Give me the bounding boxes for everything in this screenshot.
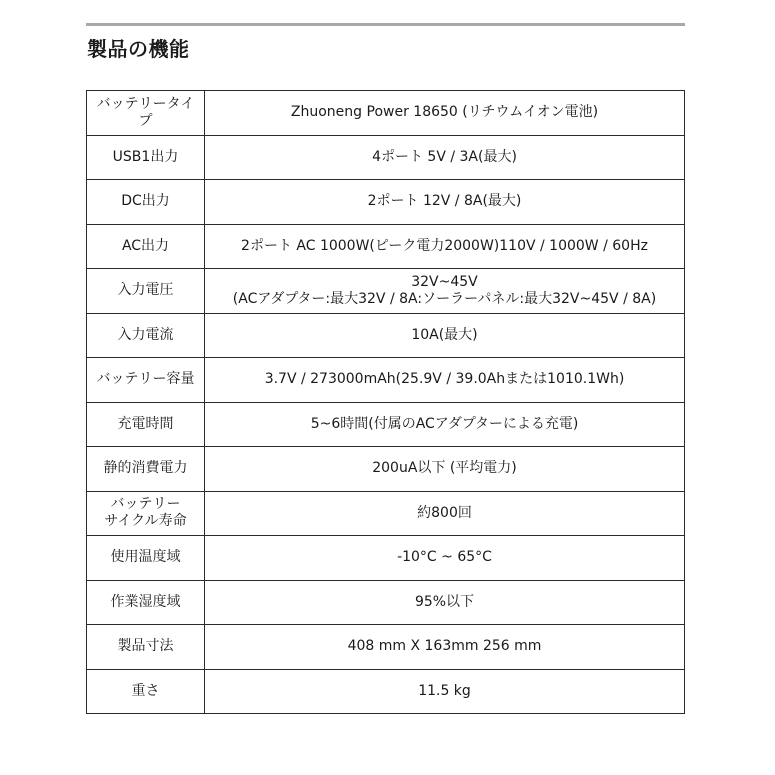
spec-value: 3.7V / 273000mAh(25.9V / 39.0Ahまたは1010.1Wh) (264, 371, 625, 388)
spec-label-cell (87, 180, 205, 225)
spec-label-cell (87, 402, 205, 447)
spec-label: サイクル寿命 (104, 513, 187, 530)
spec-value: 約800回 (417, 504, 472, 521)
spec-value-cell (205, 358, 685, 403)
spec-label-cell (87, 269, 205, 314)
table-row (87, 580, 685, 625)
spec-value-cell (205, 669, 685, 714)
spec-label-cell (87, 580, 205, 625)
spec-label: 充電時間 (117, 415, 174, 432)
spec-label: 静的消費電力 (103, 460, 188, 477)
spec-value: 2ポート AC 1000W(ピーク電力2000W)110V / 1000W / 60Hz (241, 237, 648, 254)
spec-table (86, 90, 685, 714)
spec-value: 95%以下 (414, 593, 475, 610)
spec-value: 32V~45V (411, 273, 478, 290)
spec-value-cell (205, 447, 685, 492)
spec-label: バッテリータイプ (96, 95, 195, 129)
spec-label-cell (87, 625, 205, 670)
spec-value: 408 mm X 163mm 256 mm (347, 638, 542, 655)
spec-value-cell (205, 402, 685, 447)
table-row (87, 269, 685, 314)
spec-label: バッテリー容量 (96, 371, 195, 388)
spec-value-cell (205, 135, 685, 180)
spec-label-cell (87, 536, 205, 581)
table-row (87, 625, 685, 670)
spec-value: (ACアダプター:最大32V / 8A:ソーラーパネル:最大32V~45V / 8A) (232, 290, 657, 307)
table-row (87, 669, 685, 714)
spec-label-cell (87, 358, 205, 403)
spec-value-cell (205, 580, 685, 625)
table-row (87, 135, 685, 180)
table-row (87, 313, 685, 358)
spec-value-cell (205, 313, 685, 358)
spec-label: 入力電圧 (117, 282, 174, 299)
table-row (87, 491, 685, 536)
spec-label-cell (87, 491, 205, 536)
spec-label: 使用温度域 (110, 549, 181, 566)
spec-value-cell (205, 625, 685, 670)
spec-value-cell (205, 491, 685, 536)
spec-value: 2ポート 12V / 8A(最大) (367, 193, 522, 210)
table-row (87, 358, 685, 403)
spec-value-cell (205, 180, 685, 225)
spec-label-cell (87, 313, 205, 358)
spec-label: AC出力 (121, 237, 170, 254)
spec-label: 入力電流 (117, 326, 174, 343)
spec-value-cell (205, 269, 685, 314)
spec-value: 11.5 kg (418, 682, 471, 699)
spec-value: 200uA以下 (平均電力) (372, 460, 517, 477)
spec-value-cell (205, 536, 685, 581)
spec-value: 5~6時間(付属のACアダプターによる充電) (310, 415, 579, 432)
spec-label: DC出力 (121, 193, 170, 210)
spec-label: 製品寸法 (117, 638, 174, 655)
spec-label-cell (87, 669, 205, 714)
spec-label: バッテリー (110, 496, 181, 513)
spec-table-body (87, 91, 685, 714)
table-row (87, 402, 685, 447)
spec-label-cell (87, 224, 205, 269)
spec-value: -10°C ~ 65°C (397, 549, 492, 566)
spec-label: 重さ (131, 682, 160, 699)
spec-label-cell (87, 447, 205, 492)
spec-label: 作業湿度域 (110, 593, 181, 610)
spec-value: 4ポート 5V / 3A(最大) (372, 148, 517, 165)
table-row (87, 91, 685, 136)
spec-label-cell (87, 135, 205, 180)
spec-label-cell (87, 91, 205, 136)
top-divider (86, 23, 685, 26)
table-row (87, 180, 685, 225)
table-row (87, 224, 685, 269)
spec-value-cell (205, 91, 685, 136)
spec-value-cell (205, 224, 685, 269)
spec-label: USB1出力 (112, 148, 179, 165)
page-title: 製品の機能 (87, 37, 190, 61)
table-row (87, 447, 685, 492)
spec-value: Zhuoneng Power 18650 (リチウムイオン電池) (290, 104, 599, 121)
table-row (87, 536, 685, 581)
spec-value: 10A(最大) (411, 326, 478, 343)
